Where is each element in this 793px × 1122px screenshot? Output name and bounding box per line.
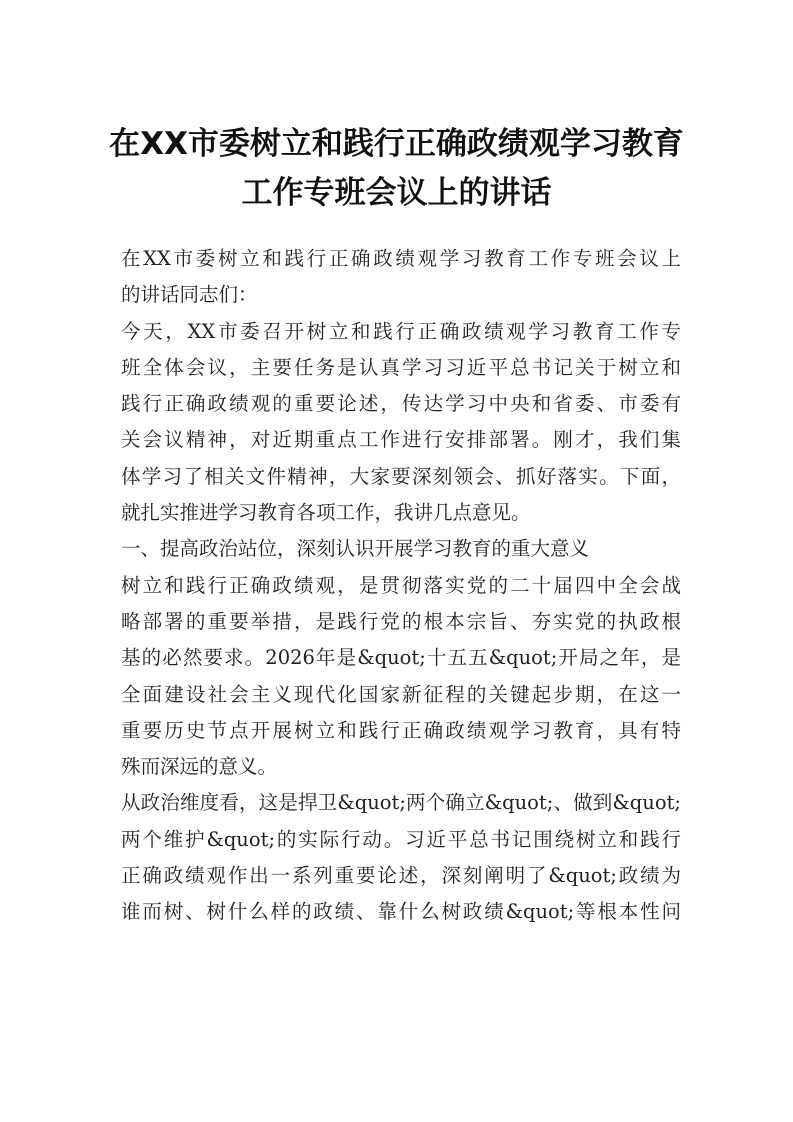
body-line: 谁而树、树什么样的政绩、靠什么树政绩&quot;等根本性问 [121, 900, 681, 924]
body-line: 关会议精神，对近期重点工作进行安排部署。刚才，我们集 [121, 428, 681, 452]
body-line: 重要历史节点开展树立和践行正确政绩观学习教育，具有特 [121, 718, 681, 742]
body-line: 今天，XX市委召开树立和践行正确政绩观学习教育工作专 [121, 319, 681, 343]
body-line: 正确政绩观作出一系列重要论述，深刻阐明了&quot;政绩为 [121, 864, 681, 888]
document-body [121, 241, 681, 931]
body-line: 体学习了相关文件精神，大家要深刻领会、抓好落实。下面， [121, 464, 681, 488]
body-line: 班全体会议，主要任务是认真学习习近平总书记关于树立和 [121, 355, 681, 379]
body-line: 从政治维度看，这是捍卫&quot;两个确立&quot;、做到&quot; [121, 791, 681, 815]
body-line: 两个维护&quot;的实际行动。习近平总书记围绕树立和践行 [121, 827, 681, 851]
body-line: 略部署的重要举措，是践行党的根本宗旨、夯实党的执政根 [121, 609, 681, 633]
body-line: 树立和践行正确政绩观，是贯彻落实党的二十届四中全会战 [121, 573, 681, 597]
body-line: 殊而深远的意义。 [121, 755, 278, 779]
document-title-line-1: 在XX市委树立和践行正确政绩观学习教育 [109, 126, 684, 162]
body-line: 基的必然要求。2026年是&quot;十五五&quot;开局之年，是 [121, 646, 681, 670]
body-line: 一、提高政治站位，深刻认识开展学习教育的重大意义 [121, 537, 590, 561]
body-line: 践行正确政绩观的重要论述，传达学习中央和省委、市委有 [121, 392, 681, 416]
body-line: 在XX市委树立和践行正确政绩观学习教育工作专班会议上 [121, 247, 681, 270]
document-title-line-2: 工作专班会议上的讲话 [241, 175, 552, 211]
body-line: 就扎实推进学习教育各项工作，我讲几点意见。 [121, 501, 531, 525]
body-line: 全面建设社会主义现代化国家新征程的关键起步期，在这一 [121, 682, 681, 706]
body-line: 的讲话同志们： [121, 283, 258, 307]
